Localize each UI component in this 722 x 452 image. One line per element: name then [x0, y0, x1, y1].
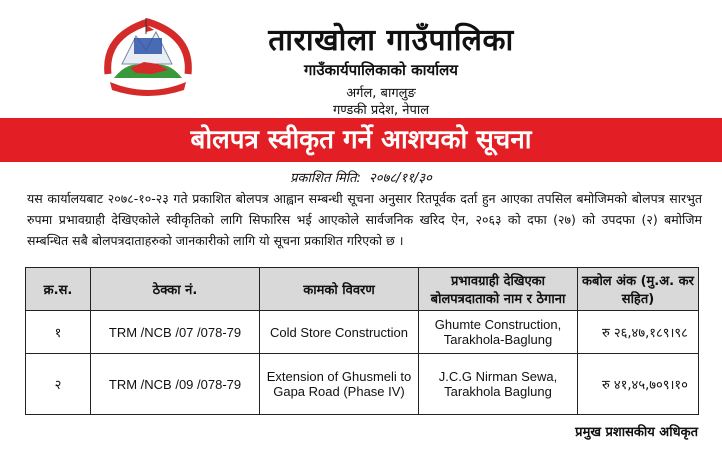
- cell-description: Extension of Ghusmeli to Gapa Road (Phase IV): [260, 354, 419, 415]
- org-name: ताराखोला गाउँपालिका: [268, 23, 514, 58]
- cell-bidder: Ghumte Construction, Tarakhola-Baglung: [419, 311, 578, 354]
- cell-amount: रु ४१,४५,७०९।१०: [578, 354, 699, 415]
- cell-contract-no: TRM /NCB /09 /078-79: [91, 354, 260, 415]
- published-date-value: २०७८/११/३०: [369, 171, 432, 186]
- col-amount: कबोल अंक (मु.अ. कर सहित): [578, 268, 699, 311]
- published-date: [0, 168, 722, 186]
- notice-body: यस कार्यालयबाट २०७८-१०-२३ गते प्रकाशित बोलपत्र आह्वान सम्बन्धी सूचना अनुसार रितपूर्वक दर्ता हुन आएका तपसिल बमोजिमको बोलपत्र सारभुत रुपमा प्रभावग्राही देखिएकोले स्वीकृतिको लागि सिफारिस भई आएकोले सार्वजनिक खरिद ऐन, २०६३ को दफा (२७) को उपदफा (२) बमोजिम सम्बन्धित सबै बोलपत्रदाताहरुको जानकारीको लागि यो सूचना प्रकाशित गरिएको छ ।: [27, 191, 702, 248]
- cell-amount: रु २६,४७,१८९।९८: [578, 311, 699, 354]
- cell-description: Cold Store Construction: [260, 311, 419, 354]
- signature-title: प्रमुख प्रशासकीय अधिकृत: [575, 425, 698, 440]
- col-serial: क्र.स.: [26, 268, 91, 311]
- col-bidder: प्रभावग्राही देखिएका बोलपत्रदाताको नाम र ठेगाना: [419, 268, 578, 311]
- notice-title-banner: बोलपत्र स्वीकृत गर्ने आशयको सूचना: [0, 118, 722, 162]
- cell-serial: २: [26, 354, 91, 415]
- office-name: गाउँकार्यपालिकाको कार्यालय: [303, 61, 458, 79]
- table-header-row: [26, 268, 699, 311]
- table-row: [26, 354, 699, 415]
- address-line-1: अर्गल, बागलुङ: [346, 86, 416, 101]
- published-date-label: प्रकाशित मिति:: [290, 171, 361, 186]
- address-line-2: गण्डकी प्रदेश, नेपाल: [332, 103, 430, 118]
- col-contract-no: ठेक्का नं.: [91, 268, 260, 311]
- cell-serial: १: [26, 311, 91, 354]
- cell-contract-no: TRM /NCB /07 /078-79: [91, 311, 260, 354]
- bid-table: [25, 267, 699, 415]
- col-description: कामको विवरण: [260, 268, 419, 311]
- table-row: [26, 311, 699, 354]
- cell-bidder: J.C.G Nirman Sewa, Tarakhola Baglung: [419, 354, 578, 415]
